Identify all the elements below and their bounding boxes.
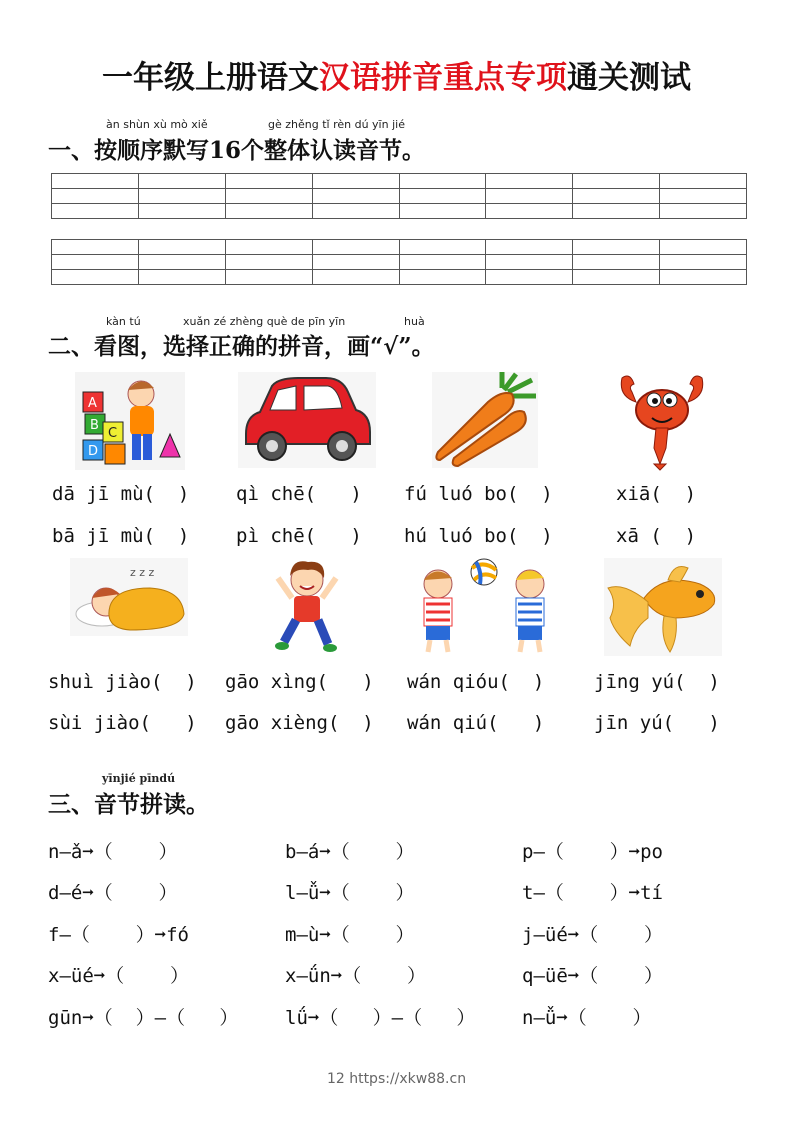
section2-pinyin-b: xuǎn zé zhèng què de pīn yīn [183,315,346,328]
option-row1-col2-a[interactable]: qì chē( ) [236,483,362,505]
svg-text:z z z: z z z [130,566,155,579]
option-row2-col1-a[interactable]: shuì jiào( ) [48,671,197,693]
carrots-picture [432,372,538,468]
section2-pinyin-a: kàn tú [106,315,141,328]
section3-pinyin: yīnjié pīndú [102,772,176,785]
section2-heading: 二、看图，选择正确的拼音，画“√”。 [48,333,435,360]
svg-text:D: D [88,444,99,459]
section2-pinyin-c: huà [404,315,425,328]
section1-heading: 一、按顺序默写16个整体认读音节。 [48,137,426,164]
option-row1-col3-a[interactable]: fú luó bo( ) [404,483,553,505]
option-row1-col2-b[interactable]: pì chē( ) [236,525,362,547]
boys-playing-ball-picture [410,556,560,656]
section3-heading: 三、音节拼读。 [48,791,209,818]
writing-grid-1[interactable] [51,173,747,219]
exercise-r1-c3[interactable]: p—（ ）➞po [522,841,663,863]
exercise-r5-c2[interactable]: lǘ➞（ ）—（ ） [285,1007,476,1029]
option-row1-col3-b[interactable]: hú luó bo( ) [404,525,553,547]
exercise-r1-c1[interactable]: n—ǎ➞（ ） [48,841,178,863]
lobster-picture [612,368,712,472]
svg-text:A: A [88,396,97,411]
svg-text:B: B [90,418,99,433]
section1-pinyin-b: gè zhěng tǐ rèn dú yīn jié [268,118,405,131]
building-blocks-boy-picture [75,372,185,470]
option-row1-col4-b[interactable]: xā ( ) [616,525,697,547]
title-part1: 一年级上册语文 [102,60,319,96]
exercise-r5-c3[interactable]: n—ǚ➞（ ） [522,1007,652,1029]
page-footer: 12 https://xkw88.cn [326,1071,467,1087]
happy-boy-picture [272,558,342,654]
option-row2-col1-b[interactable]: sùi jiào( ) [48,712,197,734]
red-car-picture [238,372,376,468]
page-title [0,52,793,97]
option-row2-col3-a[interactable]: wán qióu( ) [407,671,545,693]
exercise-r3-c3[interactable]: j—üé➞（ ） [522,924,663,946]
goldfish-picture [604,558,722,656]
exercise-r4-c3[interactable]: q—üē➞（ ） [522,965,663,987]
option-row2-col2-b[interactable]: gāo xièng( ) [225,712,374,734]
option-row2-col2-a[interactable]: gāo xìng( ) [225,671,374,693]
exercise-r3-c1[interactable]: f—（ ）➞fó [48,924,189,946]
option-row1-col1-a[interactable]: dā jī mù( ) [52,483,190,505]
exercise-r4-c1[interactable]: x—üé➞（ ） [48,965,189,987]
exercise-r1-c2[interactable]: b—á➞（ ） [285,841,415,863]
exercise-r5-c1[interactable]: gūn➞（ ）—（ ） [48,1007,239,1029]
title-part3: 通关测试 [567,60,691,96]
option-row2-col3-b[interactable]: wán qiú( ) [407,712,545,734]
svg-text:C: C [108,426,118,441]
writing-grid-2[interactable] [51,239,747,285]
exercise-r2-c2[interactable]: l—ǚ➞（ ） [285,882,415,904]
option-row2-col4-b[interactable]: jīn yú( ) [594,712,720,734]
option-row1-col1-b[interactable]: bā jī mù( ) [52,525,190,547]
section1-pinyin-a: àn shùn xù mò xiě [106,118,208,131]
title-highlight: 汉语拼音重点专项 [319,60,567,96]
exercise-r2-c1[interactable]: d—é➞（ ） [48,882,178,904]
option-row1-col4-a[interactable]: xiā( ) [616,483,697,505]
option-row2-col4-a[interactable]: jīng yú( ) [594,671,720,693]
exercise-r4-c2[interactable]: x—ǘn➞（ ） [285,965,426,987]
exercise-r3-c2[interactable]: m—ù➞（ ） [285,924,415,946]
exercise-r2-c3[interactable]: t—（ ）➞tí [522,882,663,904]
sleeping-child-picture [70,558,188,636]
